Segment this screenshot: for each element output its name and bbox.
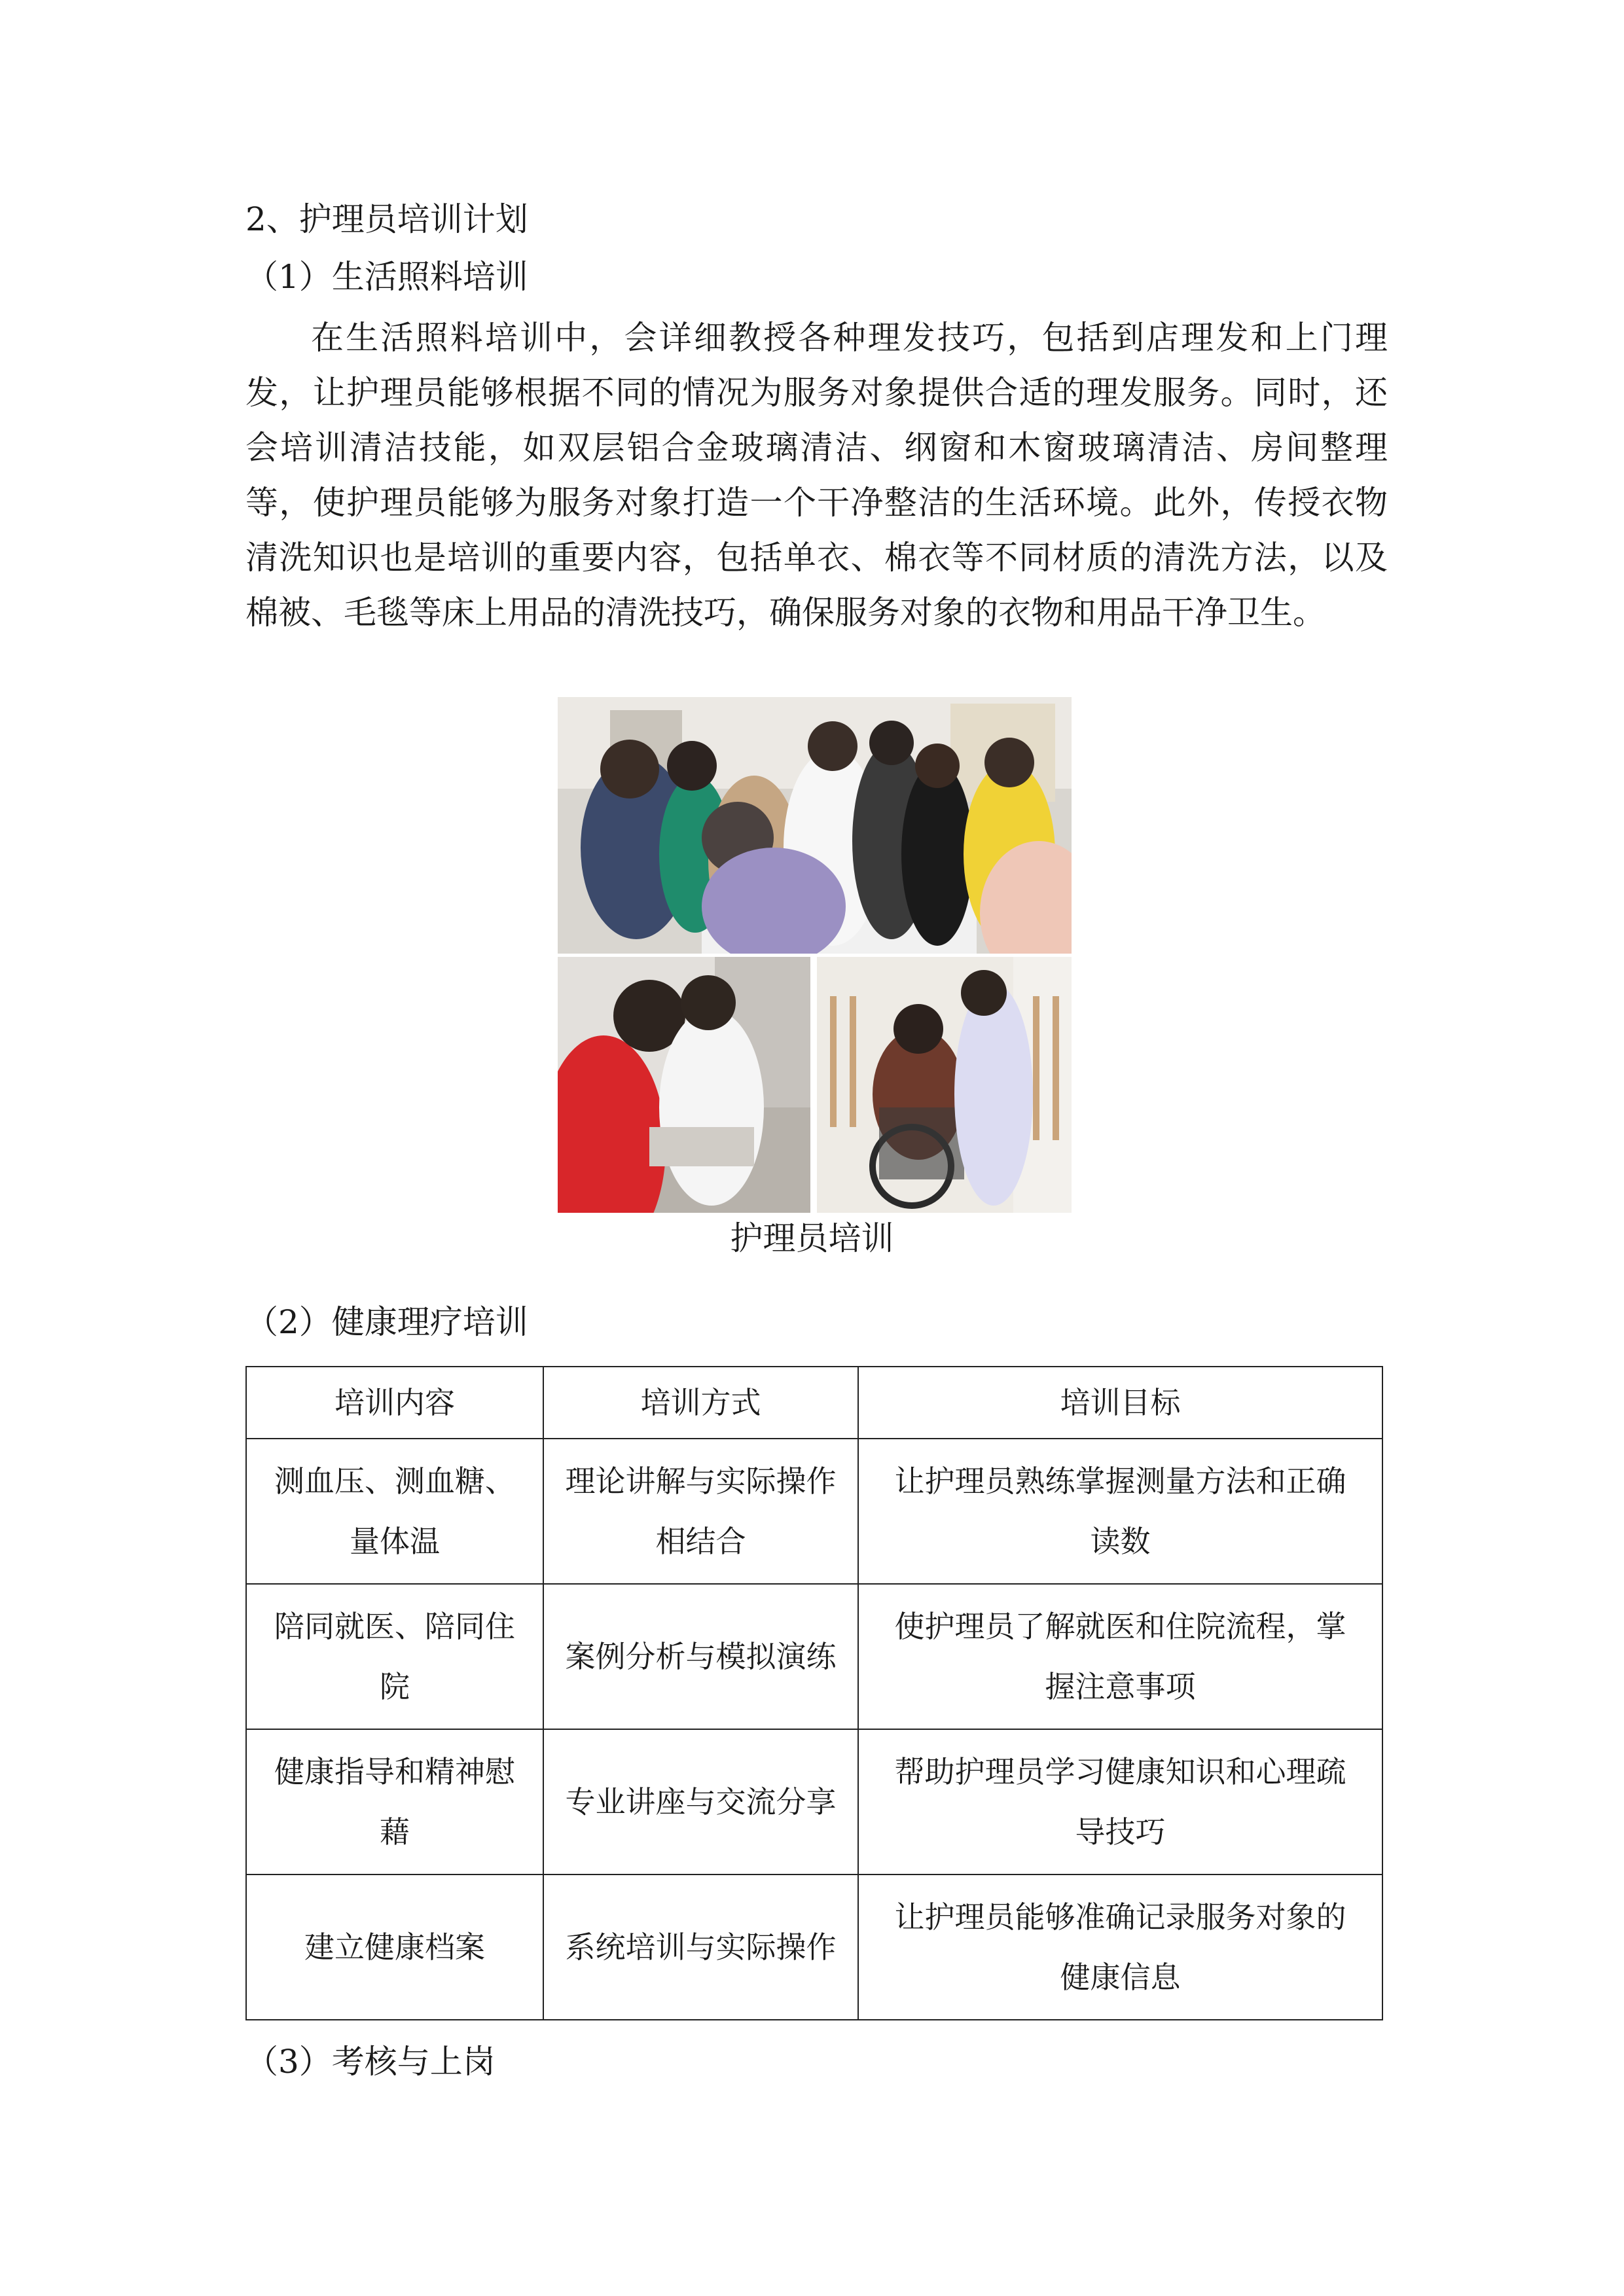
- paragraph-line: 会培训清洁技能，如双层铝合金玻璃清洁、纲窗和木窗玻璃清洁、房间整理: [245, 429, 1388, 467]
- method-cell: 案例分析与模拟演练: [543, 1584, 858, 1729]
- photo-group-training: [558, 697, 1072, 954]
- content-cell: 健康指导和精神慰 藉: [246, 1729, 543, 1874]
- training-photo-collage: [558, 697, 1072, 1213]
- table-header-cell: 培训方式: [543, 1367, 858, 1439]
- method-cell: 理论讲解与实际操作相结合: [543, 1439, 858, 1584]
- table-header-cell: 培训目标: [858, 1367, 1382, 1439]
- content-cell: 建立健康档案: [246, 1874, 543, 2020]
- table-row: [246, 1584, 1382, 1729]
- goal-cell: 使护理员了解就医和住院流程，掌 握注意事项: [858, 1584, 1382, 1729]
- training-paragraph: [245, 310, 1388, 640]
- table-row: [246, 1874, 1382, 2020]
- table-row: [246, 1729, 1382, 1874]
- table-header-row: [246, 1367, 1382, 1439]
- paragraph-line: 清洗知识也是培训的重要内容，包括单衣、棉衣等不同材质的清洗方法，以及: [245, 539, 1388, 577]
- paragraph-line: 等，使护理员能够为服务对象打造一个干净整洁的生活环境。此外，传授衣物: [245, 484, 1388, 522]
- paragraph-line: 在生活照料培训中，会详细教授各种理发技巧，包括到店理发和上门理: [311, 319, 1388, 357]
- paragraph-line: 发，让护理员能够根据不同的情况为服务对象提供合适的理发服务。同时，还: [245, 374, 1388, 412]
- content-cell: 陪同就医、陪同住 院: [246, 1584, 543, 1729]
- subsection-heading-1: （1）生活照料培训: [245, 258, 528, 296]
- goal-cell: 帮助护理员学习健康知识和心理疏 导技巧: [858, 1729, 1382, 1874]
- photo-wheelchair-practice: [817, 957, 1072, 1213]
- table-row: [246, 1439, 1382, 1584]
- paragraph-line: 棉被、毛毯等床上用品的清洗技巧，确保服务对象的衣物和用品干净卫生。: [245, 594, 1326, 632]
- subsection-heading-2: （2）健康理疗培训: [245, 1303, 528, 1341]
- method-cell: 专业讲座与交流分享: [543, 1729, 858, 1874]
- table-header-cell: 培训内容: [246, 1367, 543, 1439]
- subsection-heading-3: （3）考核与上岗: [245, 2043, 496, 2081]
- section-heading: 2、护理员培训计划: [245, 200, 528, 238]
- method-cell: 系统培训与实际操作: [543, 1874, 858, 2020]
- goal-cell: 让护理员能够准确记录服务对象的 健康信息: [858, 1874, 1382, 2020]
- goal-cell: 让护理员熟练掌握测量方法和正确 读数: [858, 1439, 1382, 1584]
- photo-demonstration: [558, 957, 810, 1213]
- content-cell: 测血压、测血糖、 量体温: [246, 1439, 543, 1584]
- photo-caption: 护理员培训: [730, 1219, 894, 1257]
- health-training-table: [245, 1366, 1383, 2020]
